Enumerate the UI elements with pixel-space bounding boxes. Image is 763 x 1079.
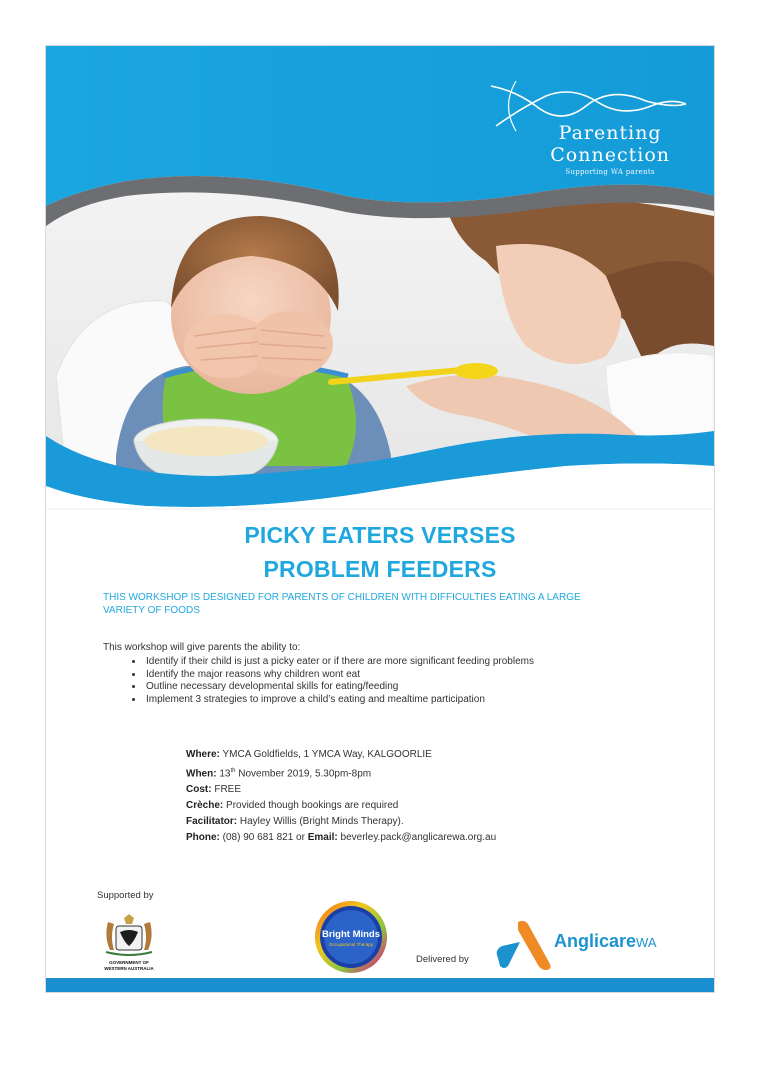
anglicare-suffix: WA (636, 935, 657, 950)
anglicare-mark-icon (494, 920, 552, 972)
when-row (186, 763, 496, 782)
facilitator-row (186, 814, 496, 830)
cost-value: FREE (211, 784, 242, 796)
flyer-page (46, 46, 714, 992)
list-item: • Outline necessary developmental skills for eating/feeding (144, 681, 684, 694)
wa-government-crest-icon (94, 912, 164, 974)
gov-line-2: WESTERN AUSTRALIA (104, 966, 154, 971)
intro-text: This workshop will give parents the ability to: (103, 642, 301, 653)
cost-row (186, 782, 496, 798)
list-item: • Identify if their child is just a picky eater or if there are more significant feeding problems (144, 656, 684, 669)
title-line-2: PROBLEM FEEDERS (263, 556, 497, 582)
creche-row (186, 798, 496, 814)
phone-label: Phone: (186, 832, 220, 844)
parenting-connection-logo (550, 122, 670, 176)
gov-line-1: GOVERNMENT OF (109, 960, 149, 965)
logo-tagline: Supporting WA parents (565, 168, 655, 176)
contact-row (186, 830, 496, 846)
event-details (186, 747, 496, 846)
when-day: 13 (216, 768, 231, 780)
objectives-list (104, 656, 684, 706)
cost-label: Cost: (186, 784, 212, 796)
facilitator-label: Facilitator: (186, 816, 238, 828)
list-item: • Identify the major reasons why children wont eat (144, 669, 684, 682)
where-value: YMCA Goldfields, 1 YMCA Way, KALGOORLIE (219, 749, 432, 760)
delivered-by-label: Delivered by (416, 954, 469, 965)
when-ordinal: th (230, 768, 236, 774)
anglicare-name: Anglicare (554, 931, 637, 951)
creche-value: Provided though bookings are required (223, 800, 399, 812)
bright-minds-name: Bright Minds (321, 929, 381, 940)
where-row (186, 747, 496, 763)
creche-label: Crèche: (186, 800, 224, 812)
facilitator-value: Hayley Willis (Bright Minds Therapy). (237, 816, 404, 828)
email-label: Email: (307, 832, 338, 844)
list-item: • Implement 3 strategies to improve a child’s eating and mealtime participation (144, 694, 684, 707)
hero-banner (46, 46, 714, 516)
workshop-subtitle: THIS WORKSHOP IS DESIGNED FOR PARENTS OF CHILDREN WITH DIFFICULTIES EATING A LARGE VARIETY OF FOODS (103, 592, 581, 616)
logo-line-1: Parenting (558, 122, 662, 144)
where-label: Where: (186, 749, 220, 760)
bright-minds-tagline: Occupational Therapy (329, 942, 373, 947)
anglicare-logo-text (554, 931, 657, 952)
email-value[interactable]: beverley.pack@anglicarewa.org.au (337, 832, 497, 844)
when-label: When: (186, 768, 217, 780)
when-value: November 2019, 5.30pm-8pm (235, 768, 372, 780)
supported-by-label: Supported by (97, 890, 154, 901)
bright-minds-logo-icon (311, 897, 391, 977)
logo-line-2: Connection (550, 144, 670, 166)
title-line-1: PICKY EATERS VERSES (244, 522, 516, 548)
footer-bar (46, 978, 714, 992)
phone-value: (08) 90 681 821 or (219, 832, 308, 844)
